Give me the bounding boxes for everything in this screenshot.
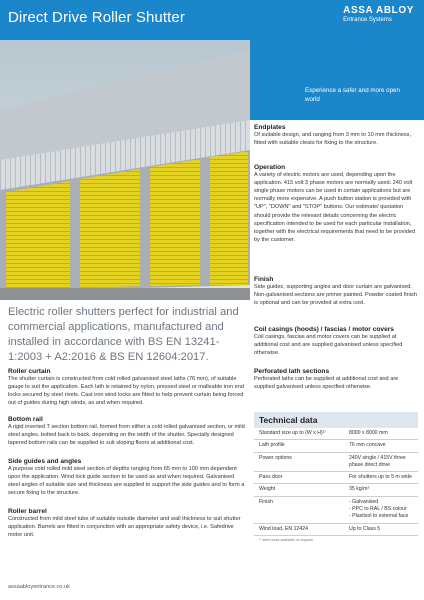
row-key: Wind load, EN 12424 [259, 525, 309, 532]
right-column [254, 276, 418, 307]
table-row [254, 440, 418, 452]
left-column [8, 368, 246, 407]
section-heading: Finish [254, 276, 274, 283]
header-bar [0, 0, 424, 40]
section-heading: Roller curtain [8, 368, 51, 375]
left-column [8, 416, 246, 447]
row-value: 76 mm concave [349, 442, 386, 449]
section-heading: Coil casings (hoods) / fascias / motor covers [254, 326, 394, 333]
section-heading: Endplates [254, 124, 286, 131]
row-value: For shutters up to 5 m wide [349, 474, 412, 481]
intro-text: Electric roller shutters perfect for industrial and commercial applications, manufactured and installed in accordance with BS EN 13241-1:2003 + A2:2016 & BS EN 12604:2017. [8, 306, 239, 363]
page-title: Direct Drive Roller Shutter [8, 9, 185, 26]
section-body: Perforated laths can be supplied at additional cost and are supplied galvanised unless specified otherwise. [254, 376, 399, 391]
section-heading: Roller barrel [8, 508, 47, 515]
section-heading: Side guides and angles [8, 458, 82, 465]
row-value: 35 kg/m² [349, 486, 370, 493]
section-body: A purpose cold rolled mild steel section of depths ranging from 65 mm to 100 mm dependent upon the application. Wind lock guide section to be used as and when required. Galvanised steel angles of suitable size and thickness are supplied to support the side guides and to form a secure fixing to the structure. [8, 466, 245, 497]
brand-panel [250, 40, 424, 120]
brand-name: ASSA ABLOY [343, 5, 414, 16]
right-column [254, 124, 418, 147]
table-row [254, 484, 418, 496]
section-heading: Bottom rail [8, 416, 43, 423]
table-row [254, 497, 418, 524]
technical-data-table [254, 412, 418, 544]
section-body: Coil casings, fascias and motor covers can be supplied at additional cost and are supplied galvanised unless specified otherwise. [254, 334, 403, 357]
section-body: Of suitable design, and ranging from 3 mm to 10 mm thickness, fitted with suitable cleats for fixing to the structure. [254, 132, 412, 147]
product-photo [0, 40, 250, 300]
table-row [254, 524, 418, 536]
right-column [254, 164, 418, 244]
shutter-building-image [0, 40, 250, 300]
section-heading: Operation [254, 164, 286, 171]
right-column [254, 326, 418, 357]
brand-subtitle: Entrance Systems [343, 17, 392, 23]
brand-logo [343, 5, 414, 23]
section-body: Constructed from mild steel tube of suitable outside diameter and wall thickness to suit shutter application. Barrels are fitted in conjunction with an appropriate safety device, i.e. Safedrive motor unit. [8, 516, 241, 539]
section-heading: Perforated lath sections [254, 368, 330, 375]
table-row [254, 453, 418, 473]
section-body: A variety of electric motors are used, depending upon the application. 415 volt 3 phase motors are normally used. 240 volt single phase motors can be used in certain applications but are normally more expensive. A push button station is provided with "UP", "DOWN" and "STOP" buttons. Our estimate/ quotation should provide the relevant details concerning the electric specification intended to be used for each particular installation, together with the electrical requirements that need to be provided by the customer. [254, 172, 416, 243]
tagline: Experience a safer and more open world [305, 87, 400, 103]
row-key: Power options [259, 454, 292, 461]
section-body: A rigid inverted T section bottom rail, formed from either a cold rolled galvanised section, or mild steel angles, bolted back to back, depending on the width of the shutter. Specially designed tapered bottom rails can be supplied to suit sloping floors at additional cost. [8, 424, 245, 447]
left-column [8, 458, 246, 497]
row-key: Standard size up to (W x H)¹⁾ [259, 430, 326, 436]
row-key: Lath profile [259, 442, 285, 449]
section-body: The shutter curtain is constructed from cold rolled galvanised steel laths (76 mm), of suitable gauge to suit the application. Each lath is retained by nylon, pressed steel or malleable iron end locks secured by steel rivets. Cast iron wind locks are fitted to help prevent curtain being forced out of guides during high winds, as and when required. [8, 376, 245, 407]
table-row [254, 472, 418, 484]
row-key: Finish [259, 498, 273, 505]
row-value: Up to Class 5 [349, 525, 381, 532]
row-value: 8000 x 8000 mm [349, 430, 388, 436]
section-body: Side guides, supporting angles and door curtain are galvanised. Non-galvanised sections are primer painted. Powder coated finish is optional and can be provided at extra cost. [254, 284, 417, 307]
row-value: - Galvanised - PPC to RAL / BS colour - Plastisol to external face [349, 498, 409, 520]
technical-data-title: Technical data [254, 412, 418, 428]
table-row [254, 428, 418, 440]
row-key: Weight [259, 486, 276, 493]
footer-link[interactable]: assaabloyentrance.co.uk [8, 584, 70, 590]
right-column [254, 368, 418, 391]
row-key: Pass door [259, 474, 283, 481]
row-value: 240V single / 415V three phase direct drive [349, 454, 406, 468]
left-column [8, 508, 246, 539]
table-footnote: ¹⁾ other sizes available on request [259, 537, 313, 542]
